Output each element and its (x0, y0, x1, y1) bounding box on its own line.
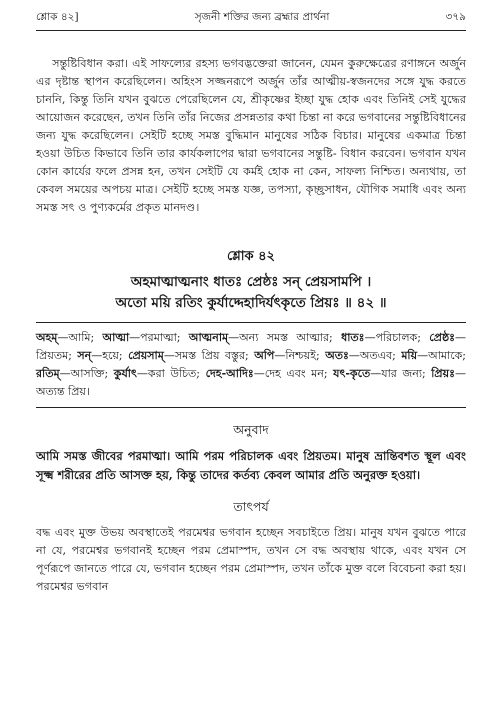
synonym-word: ধাতঃ (341, 331, 365, 344)
header-rule (36, 30, 466, 31)
verse-line-1: অহমাত্মাত্মনাং ধাতঃ প্রেষ্ঠঃ সন্ প্রেয়সামপি । (130, 274, 372, 290)
synonym-meaning: —আমি; (57, 331, 103, 344)
synonym-meaning: —প্রিয়তম; (36, 331, 467, 362)
synonym-meaning: —নিশ্চয়ই; (274, 349, 326, 362)
synonym-meaning: —অন্য সমস্ত আত্মার; (228, 331, 342, 344)
synonym-word: প্রেষ্ঠঃ (429, 331, 456, 344)
synonym-word: আত্মা (102, 331, 130, 344)
purport-text: বদ্ধ এবং মুক্ত উভয় অবস্থাতেই পরমেশ্বর ভগবান হচ্ছেন সবচাইতে প্রিয়। মানুষ যখন বুঝতে পারে না যে, পরমেশ্বর ভগবানই হচ্ছেন পরম প্রেমাস্পদ, তখন সে বদ্ধ অবস্থায় থাকে, এবং যখন সে পূর্ণরূপে জানতে পারে যে, ভগবান হচ্ছেন পরম প্রেমাস্পদ, তখন তাঁকে মুক্ত বলে বিবেচনা করা হয়। পরমেশ্বর ভগবান (36, 526, 470, 593)
synonym-meaning: —অতএব; (348, 349, 402, 362)
synonym-meaning: —সমস্ত প্রিয় বস্তুর; (163, 349, 255, 362)
synonym-word: কুর্যাৎ (113, 367, 137, 380)
synonyms-rule (36, 322, 466, 323)
header-verse-ref: শ্লোক ৪২] (36, 11, 79, 23)
book-page (36, 10, 470, 596)
synonym-meaning: —যার জন্য; (370, 367, 432, 380)
synonym-word: যৎ-কৃতে (333, 367, 371, 380)
synonym-word: অহম্ (36, 331, 58, 344)
synonym-word: প্রেয়সাম্ (128, 349, 164, 362)
synonym-meaning: —হয়ে; (91, 349, 129, 362)
synonym-word: অতঃ (325, 349, 349, 362)
word-for-word-synonyms (36, 329, 466, 401)
synonym-meaning: —দেহ এবং মন; (253, 367, 334, 380)
synonym-word: দেহ-আদিঃ (205, 367, 254, 380)
translation-heading: অনুবাদ (233, 422, 269, 437)
purport-heading: তাৎপর্য (233, 499, 269, 514)
verse-block (36, 247, 466, 314)
synonym-word: রতিম্ (36, 367, 60, 380)
synonym-word: আত্মনাম্ (188, 331, 229, 344)
page-number: ৩৭৯ (445, 11, 466, 23)
verse-line-2: অতো ময়ি রতিং কুর্যাদ্দেহাদির্যৎকৃতে প্রিয়ঃ ॥ ৪২ ॥ (115, 295, 387, 311)
header-chapter-title: সৃজনী শক্তির জন্য ব্রহ্মার প্রার্থনা (194, 11, 330, 23)
synonym-word: ময়ি (401, 349, 418, 362)
synonym-word: অপি (254, 349, 275, 362)
synonym-meaning: —পরিচালক; (364, 331, 430, 344)
synonym-meaning: —করা উচিত; (136, 367, 206, 380)
synonym-word: সন্ (77, 349, 92, 362)
synonym-meaning: —অত্যন্ত প্রিয়। (36, 367, 466, 398)
synonym-meaning: —পরমাত্মা; (129, 331, 189, 344)
running-header (36, 10, 466, 28)
purport-continued-text: সন্তুষ্টিবিধান করা। এই সাফল্যের রহস্য ভগবদ্ভক্তেরা জানেন, যেমন কুরুক্ষেত্রের রণাঙ্গনে অর্জুন এর দৃষ্টান্ত স্থাপন করেছিলেন। অহিংস সজ্জনরূপে অর্জুন তাঁর আত্মীয়-স্বজনদের সঙ্গে যুদ্ধ করতে চাননি, কিন্তু তিনি যখন বুঝতে পেরেছিলেন যে, শ্রীকৃষ্ণের ইচ্ছা যুদ্ধ হোক এবং তিনিই সেই যুদ্ধের আয়োজন করেছেন, তখন তিনি তাঁর নিজের প্রসন্নতার কথা চিন্তা না করে ভগবানের সন্তুষ্টিবিধানের জন্য যুদ্ধ করেছিলেন। সেইটি হচ্ছে সমস্ত বুদ্ধিমান মানুষের সঠিক বিচার। মানুষের একমাত্র চিন্তা হওয়া উচিত কিভাবে তিনি তার কার্যকলাপের দ্বারা ভগবানের সন্তুষ্টি- বিধান করবেন। ভগবান যখন কোন কার্যের ফলে প্রসন্ন হন, তখন সেইটি যে কর্মই হোক না কেন, সাফল্য নিশ্চিত। অন্যথায়, তা কেবল সময়ের অপচয় মাত্র। সেইটি হচ্ছে সমস্ত যজ্ঞ, তপস্যা, কৃচ্ছ্রসাধন, যৌগিক সমাধি এবং অন্য সমস্ত সৎ ও পুণ্যকর্মের প্রকৃত মানদণ্ড। (36, 57, 470, 214)
synonym-meaning: —আসক্তি; (59, 367, 114, 380)
synonym-word: প্রিয়ঃ (431, 367, 455, 380)
verse-heading: শ্লোক ৪২ (226, 249, 276, 264)
translation-text: আমি সমস্ত জীবের পরমাত্মা। আমি পরম পরিচালক এবং প্রিয়তম। মানুষ ভ্রান্তিবশত স্থূল এবং সূক্ষ্ম শরীরের প্রতি আসক্ত হয়, কিন্তু তাদের কর্তব্য কেবল আমার প্রতি অনুরক্ত হওয়া। (36, 449, 466, 482)
synonyms-rule-bottom (36, 407, 466, 408)
synonym-meaning: —আমাকে; (417, 349, 467, 362)
